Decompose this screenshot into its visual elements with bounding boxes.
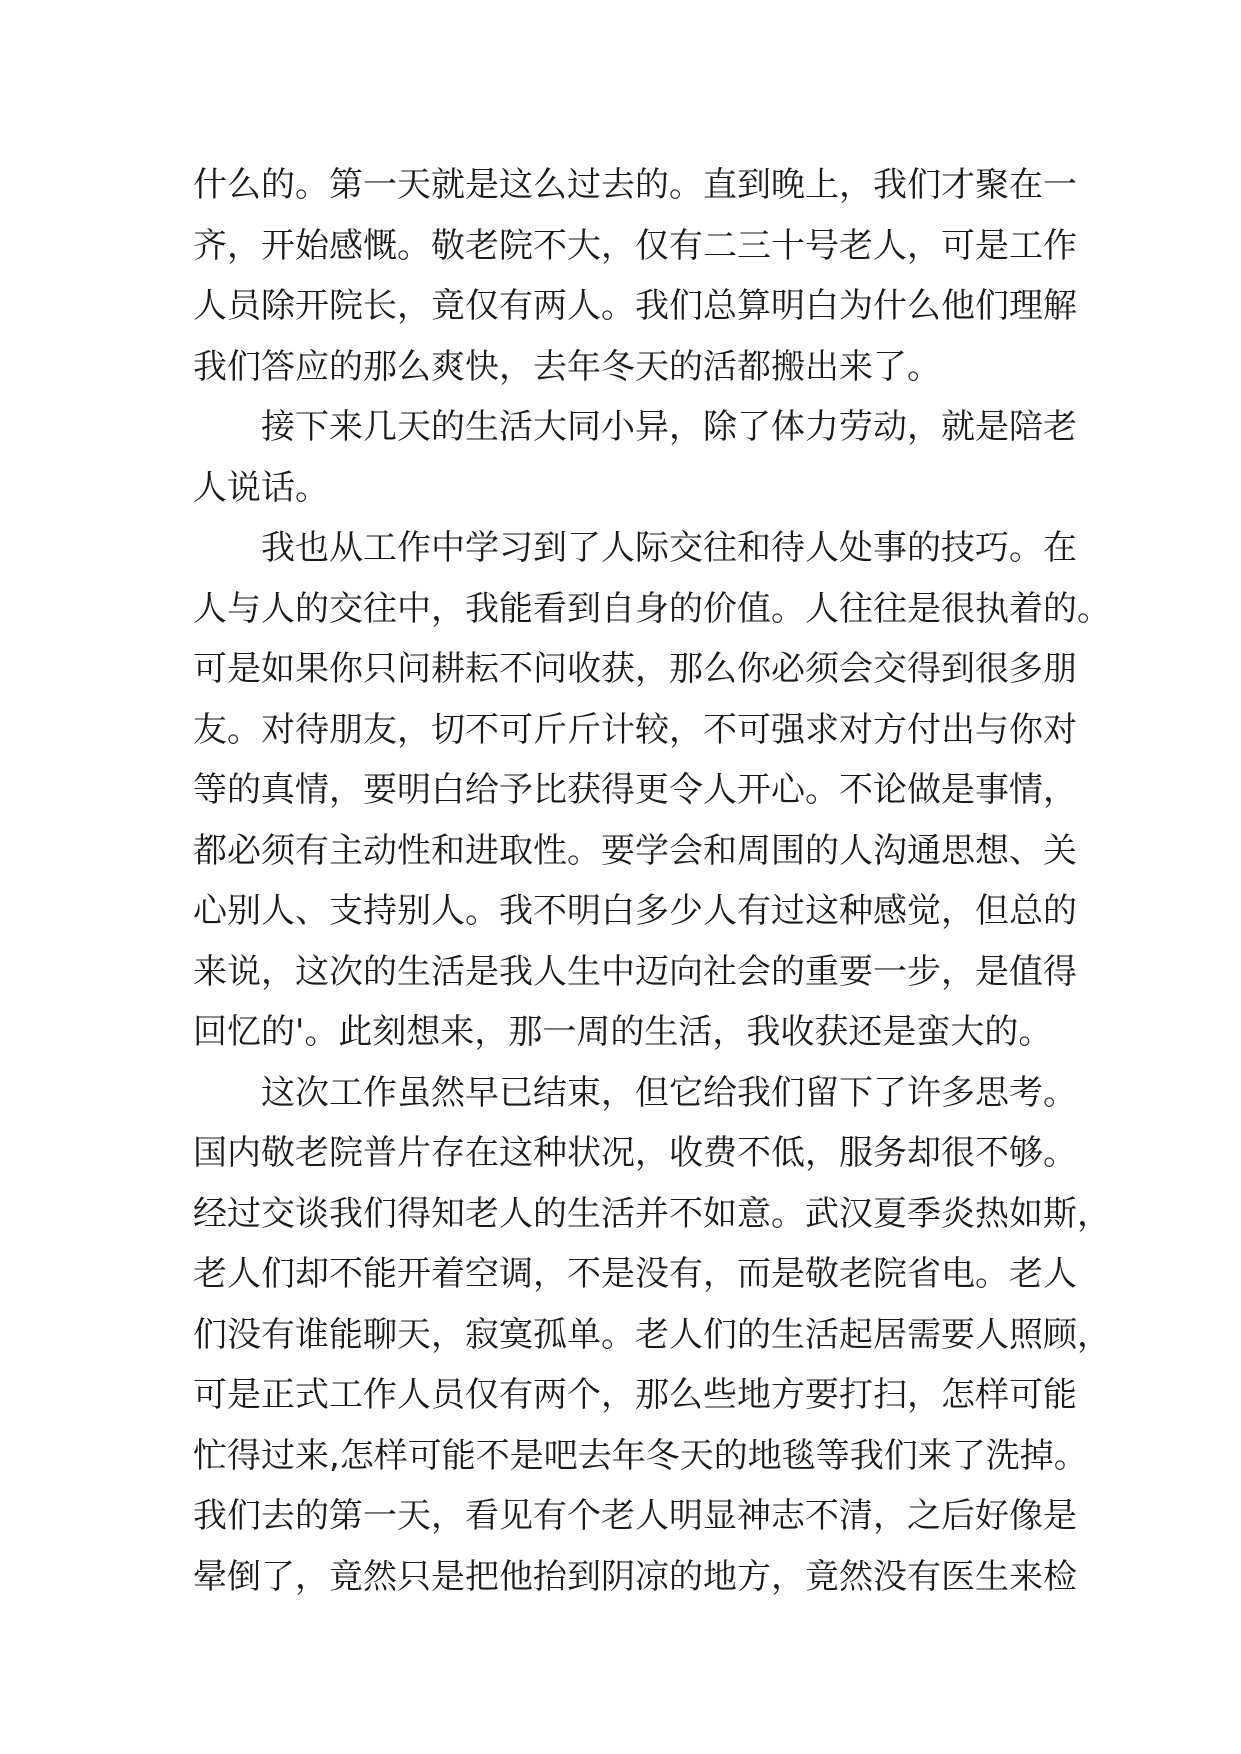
text-line: 我们答应的那么爽快，去年冬天的活都搬出来了。 bbox=[193, 346, 941, 387]
text-line: 什么的。第一天就是这么过去的。直到晚上，我们才聚在一 bbox=[193, 165, 1077, 205]
text-line: 可是正式工作人员仅有两个，那么些地方要打扫，怎样可能 bbox=[193, 1375, 1077, 1415]
text-line: 等的真情，要明白给予比获得更令人开心。不论做是事情， bbox=[193, 770, 1077, 810]
text-line: 老人们却不能开着空调，不是没有，而是敬老院省电。老人 bbox=[193, 1254, 1077, 1294]
text-line: 人与人的交往中，我能看到自身的价值。人往往是很执着的。 bbox=[193, 588, 1111, 629]
text-line: 来说，这次的生活是我人生中迈向社会的重要一步，是值得 bbox=[193, 951, 1077, 992]
text-line: 忙得过来,怎样可能不是吧去年冬天的地毯等我们来了洗掉。 bbox=[193, 1435, 1088, 1476]
body-text bbox=[193, 155, 1111, 1607]
text-line: 人说话。 bbox=[193, 467, 329, 508]
text-line: 经过交谈我们得知老人的生活并不如意。武汉夏季炎热如斯， bbox=[193, 1193, 1111, 1234]
text-line: 我们去的第一天，看见有个老人明显神志不清，之后好像是 bbox=[193, 1496, 1077, 1536]
text-line: 们没有谁能聊天，寂寞孤单。老人们的生活起居需要人照顾， bbox=[193, 1314, 1111, 1355]
text-line: 国内敬老院普片存在这种状况，收费不低，服务却很不够。 bbox=[193, 1133, 1077, 1173]
paragraph-first-line: 接下来几天的生活大同小异，除了体力劳动，就是陪老 bbox=[261, 407, 1077, 447]
text-line: 回忆的'。此刻想来，那一周的生活，我收获还是蛮大的。 bbox=[193, 1012, 1053, 1052]
text-line: 齐，开始感慨。敬老院不大，仅有二三十号老人，可是工作 bbox=[193, 225, 1077, 266]
paragraph-first-line: 我也从工作中学习到了人际交往和待人处事的技巧。在 bbox=[261, 528, 1077, 568]
text-line: 都必须有主动性和进取性。要学会和周围的人沟通思想、关 bbox=[193, 830, 1077, 871]
text-line: 晕倒了，竟然只是把他抬到阴凉的地方，竟然没有医生来检 bbox=[193, 1556, 1077, 1597]
text-line: 可是如果你只问耕耘不问收获，那么你必须会交得到很多朋 bbox=[193, 649, 1077, 689]
text-line: 友。对待朋友，切不可斤斤计较，不可强求对方付出与你对 bbox=[193, 709, 1077, 750]
paragraph-first-line: 这次工作虽然早已结束，但它给我们留下了许多思考。 bbox=[261, 1072, 1077, 1113]
text-line: 心别人、支持别人。我不明白多少人有过这种感觉，但总的 bbox=[193, 891, 1077, 931]
text-line: 人员除开院长，竟仅有两人。我们总算明白为什么他们理解 bbox=[193, 286, 1077, 326]
